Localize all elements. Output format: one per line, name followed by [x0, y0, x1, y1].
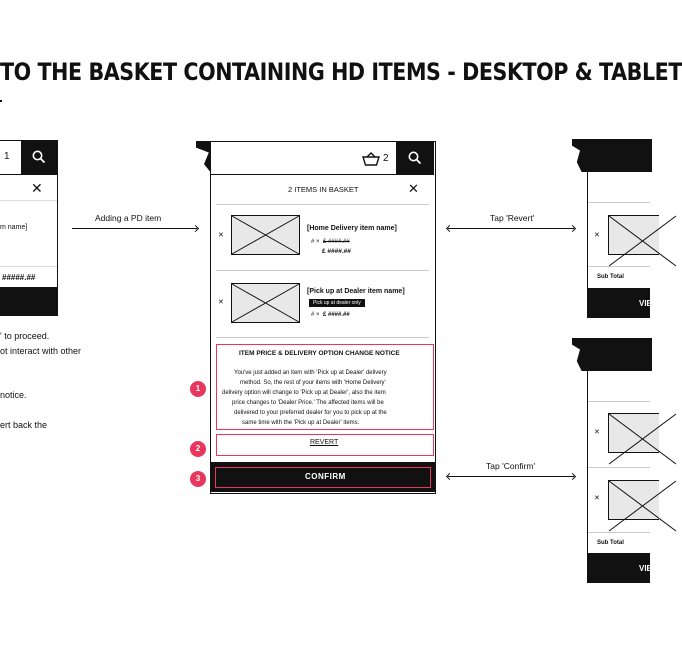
search-icon	[408, 151, 422, 165]
remove-item-icon[interactable]: ✕	[594, 429, 600, 436]
item-image-placeholder	[608, 480, 659, 520]
step-badge-3: 3	[190, 471, 206, 487]
notice-line: delivery option will change to 'Pick up at Dealer', also the item	[222, 390, 386, 396]
note-line-2: ot interact with other	[0, 346, 82, 356]
step-badge-2: 2	[190, 441, 206, 457]
basket-header: 2 ITEMS IN BASKET	[288, 185, 359, 194]
view-label: VIE	[639, 564, 652, 573]
notice-line: price changes to 'Dealer Price.' The affected items will be	[232, 400, 384, 406]
search-button[interactable]	[396, 141, 434, 174]
pickup-chip: Pick up at dealer only	[309, 299, 365, 307]
price-fragment: #####.##	[2, 273, 36, 282]
confirm-label: CONFIRM	[305, 472, 346, 481]
arrow-revert	[448, 228, 574, 229]
search-icon	[32, 150, 46, 164]
notice-line: method. So, the rest of your items with 'Home Delivery'	[240, 380, 386, 386]
search-button[interactable]	[21, 140, 58, 174]
cart-count: 2	[383, 153, 389, 164]
item-image-placeholder	[231, 283, 300, 323]
note-line-1: ' to proceed.	[0, 331, 50, 341]
confirm-button[interactable]	[210, 462, 436, 492]
item-new-price: £ ####.##	[322, 248, 351, 255]
subtotal-label: Sub Total	[597, 274, 624, 280]
item-name[interactable]: [Home Delivery item name]	[307, 225, 397, 232]
cart-count: 1	[4, 151, 10, 162]
item-image-placeholder	[608, 413, 659, 453]
arrow-label-revert: Tap 'Revert'	[490, 213, 535, 223]
arrow-label-confirm: Tap 'Confirm'	[486, 461, 536, 471]
left-footer-bar	[0, 287, 58, 315]
remove-item-icon[interactable]: ✕	[594, 495, 600, 502]
view-basket-button[interactable]	[587, 553, 650, 583]
item-old-price: £ ####.##	[323, 239, 350, 245]
header-flag	[572, 139, 652, 172]
view-label: VIE	[639, 299, 652, 308]
view-basket-button[interactable]	[587, 288, 650, 318]
arrow-label-adding: Adding a PD item	[95, 213, 162, 223]
notice-line: You've just added an item with 'Pick up at Dealer' delivery	[234, 370, 387, 376]
revert-button[interactable]: REVERT	[310, 439, 339, 446]
basket-button[interactable]	[356, 141, 396, 175]
header-flag	[572, 338, 652, 371]
item-image-placeholder	[608, 215, 659, 255]
note-line-4: ert back the	[0, 420, 48, 430]
step-badge-1: 1	[190, 381, 206, 397]
notice-line: same time with the 'Pick up at Dealer' items.	[242, 420, 360, 426]
close-icon[interactable]: ✕	[408, 181, 419, 196]
item-name-fragment: m name]	[0, 224, 28, 231]
arrow-adding	[72, 228, 197, 229]
basket-icon	[362, 152, 380, 166]
remove-item-icon[interactable]: ✕	[218, 299, 224, 306]
note-line-3: notice.	[0, 390, 27, 400]
item-qty: # ×	[311, 239, 320, 245]
notice-heading: ITEM PRICE & DELIVERY OPTION CHANGE NOTICE	[239, 350, 400, 357]
close-icon[interactable]: ✕	[31, 180, 43, 196]
item-qty: # ×	[311, 312, 320, 318]
remove-item-icon[interactable]: ✕	[594, 232, 600, 239]
title-mark	[0, 100, 2, 102]
item-image-placeholder	[231, 215, 300, 255]
page-title: TO THE BASKET CONTAINING HD ITEMS - DESKTOP & TABLET	[0, 58, 682, 86]
left-panel	[0, 140, 58, 316]
item-price: £ ####.##	[323, 312, 350, 318]
notice-line: delivered to your preferred dealer for you to pick up at the	[234, 410, 387, 416]
remove-item-icon[interactable]: ✕	[218, 232, 224, 239]
arrow-confirm	[448, 476, 574, 477]
subtotal-label: Sub Total	[597, 540, 624, 546]
item-name[interactable]: [Pick up at Dealer item name]	[307, 288, 405, 295]
